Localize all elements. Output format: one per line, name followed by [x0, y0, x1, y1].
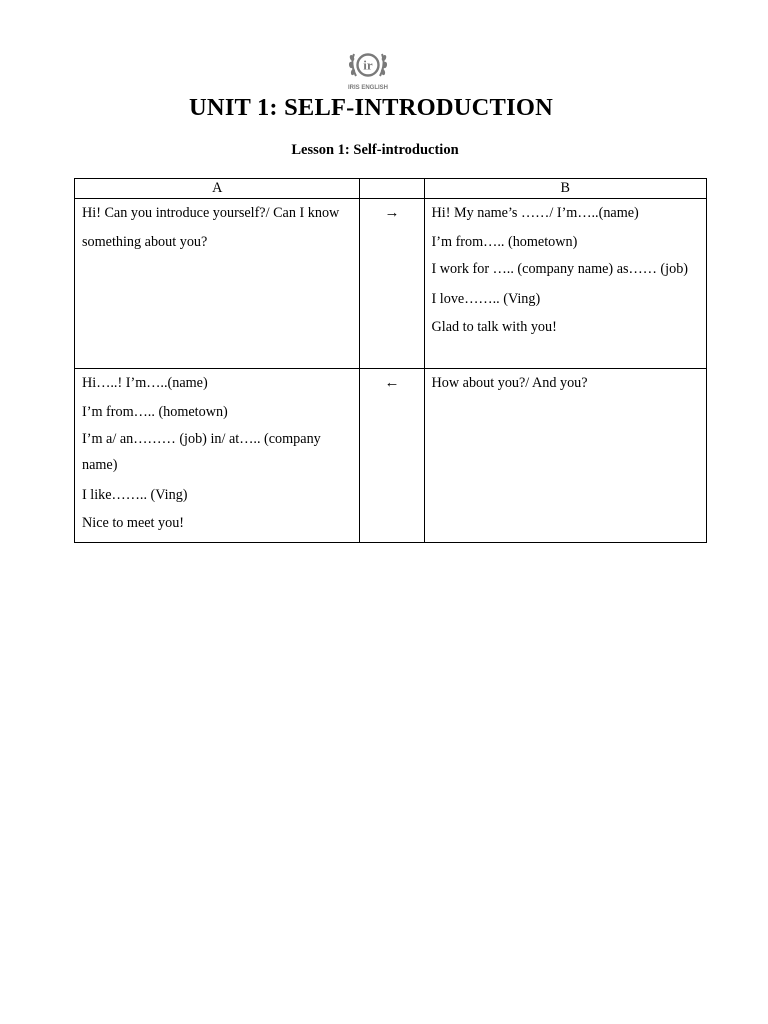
iris-english-logo — [344, 48, 392, 94]
right-arrow-icon: → — [384, 205, 400, 221]
table-row — [75, 369, 707, 543]
column-header-a: A — [75, 179, 360, 199]
cell-line: Glad to talk with you! — [431, 319, 557, 336]
logo-text: IRIS ENGLISH — [347, 85, 388, 91]
dialogue-table — [74, 178, 707, 543]
cell-b — [424, 369, 706, 543]
page-title: UNIT 1: SELF-INTRODUCTION — [189, 94, 553, 121]
logo-letters: ir — [363, 57, 373, 73]
cell-line: Nice to meet you! — [82, 515, 185, 532]
table-row — [75, 199, 707, 369]
cell-arrow — [360, 199, 424, 369]
lesson-subtitle: Lesson 1: Self-introduction — [291, 142, 459, 158]
laurel-emblem-icon — [344, 48, 392, 86]
column-header-b: B — [424, 179, 706, 199]
cell-line: How about you?/ And you? — [431, 375, 588, 391]
cell-line: I’m from….. (hometown) — [431, 233, 578, 250]
cell-line: Hi…..! I’m…..(name) — [82, 375, 208, 391]
cell-line: I like…….. (Ving) — [82, 486, 188, 503]
column-header-arrow — [360, 179, 424, 199]
left-arrow-icon: ← — [384, 375, 400, 391]
cell-a — [75, 369, 360, 543]
cell-line: I’m a/ an……… (job) in/ at….. (company name) — [82, 431, 321, 474]
cell-a — [75, 199, 360, 369]
cell-line: Hi! Can you introduce yourself?/ Can I know something about you? — [82, 205, 340, 250]
cell-arrow — [360, 369, 424, 543]
cell-b — [424, 199, 706, 369]
cell-line: I work for ….. (company name) as…… (job) — [431, 261, 689, 278]
cell-line: Hi! My name’s ……/ I’m…..(name) — [431, 205, 639, 221]
cell-line: I love…….. (Ving) — [431, 290, 541, 307]
table-header-row — [75, 179, 707, 199]
cell-line: I’m from….. (hometown) — [82, 403, 228, 420]
